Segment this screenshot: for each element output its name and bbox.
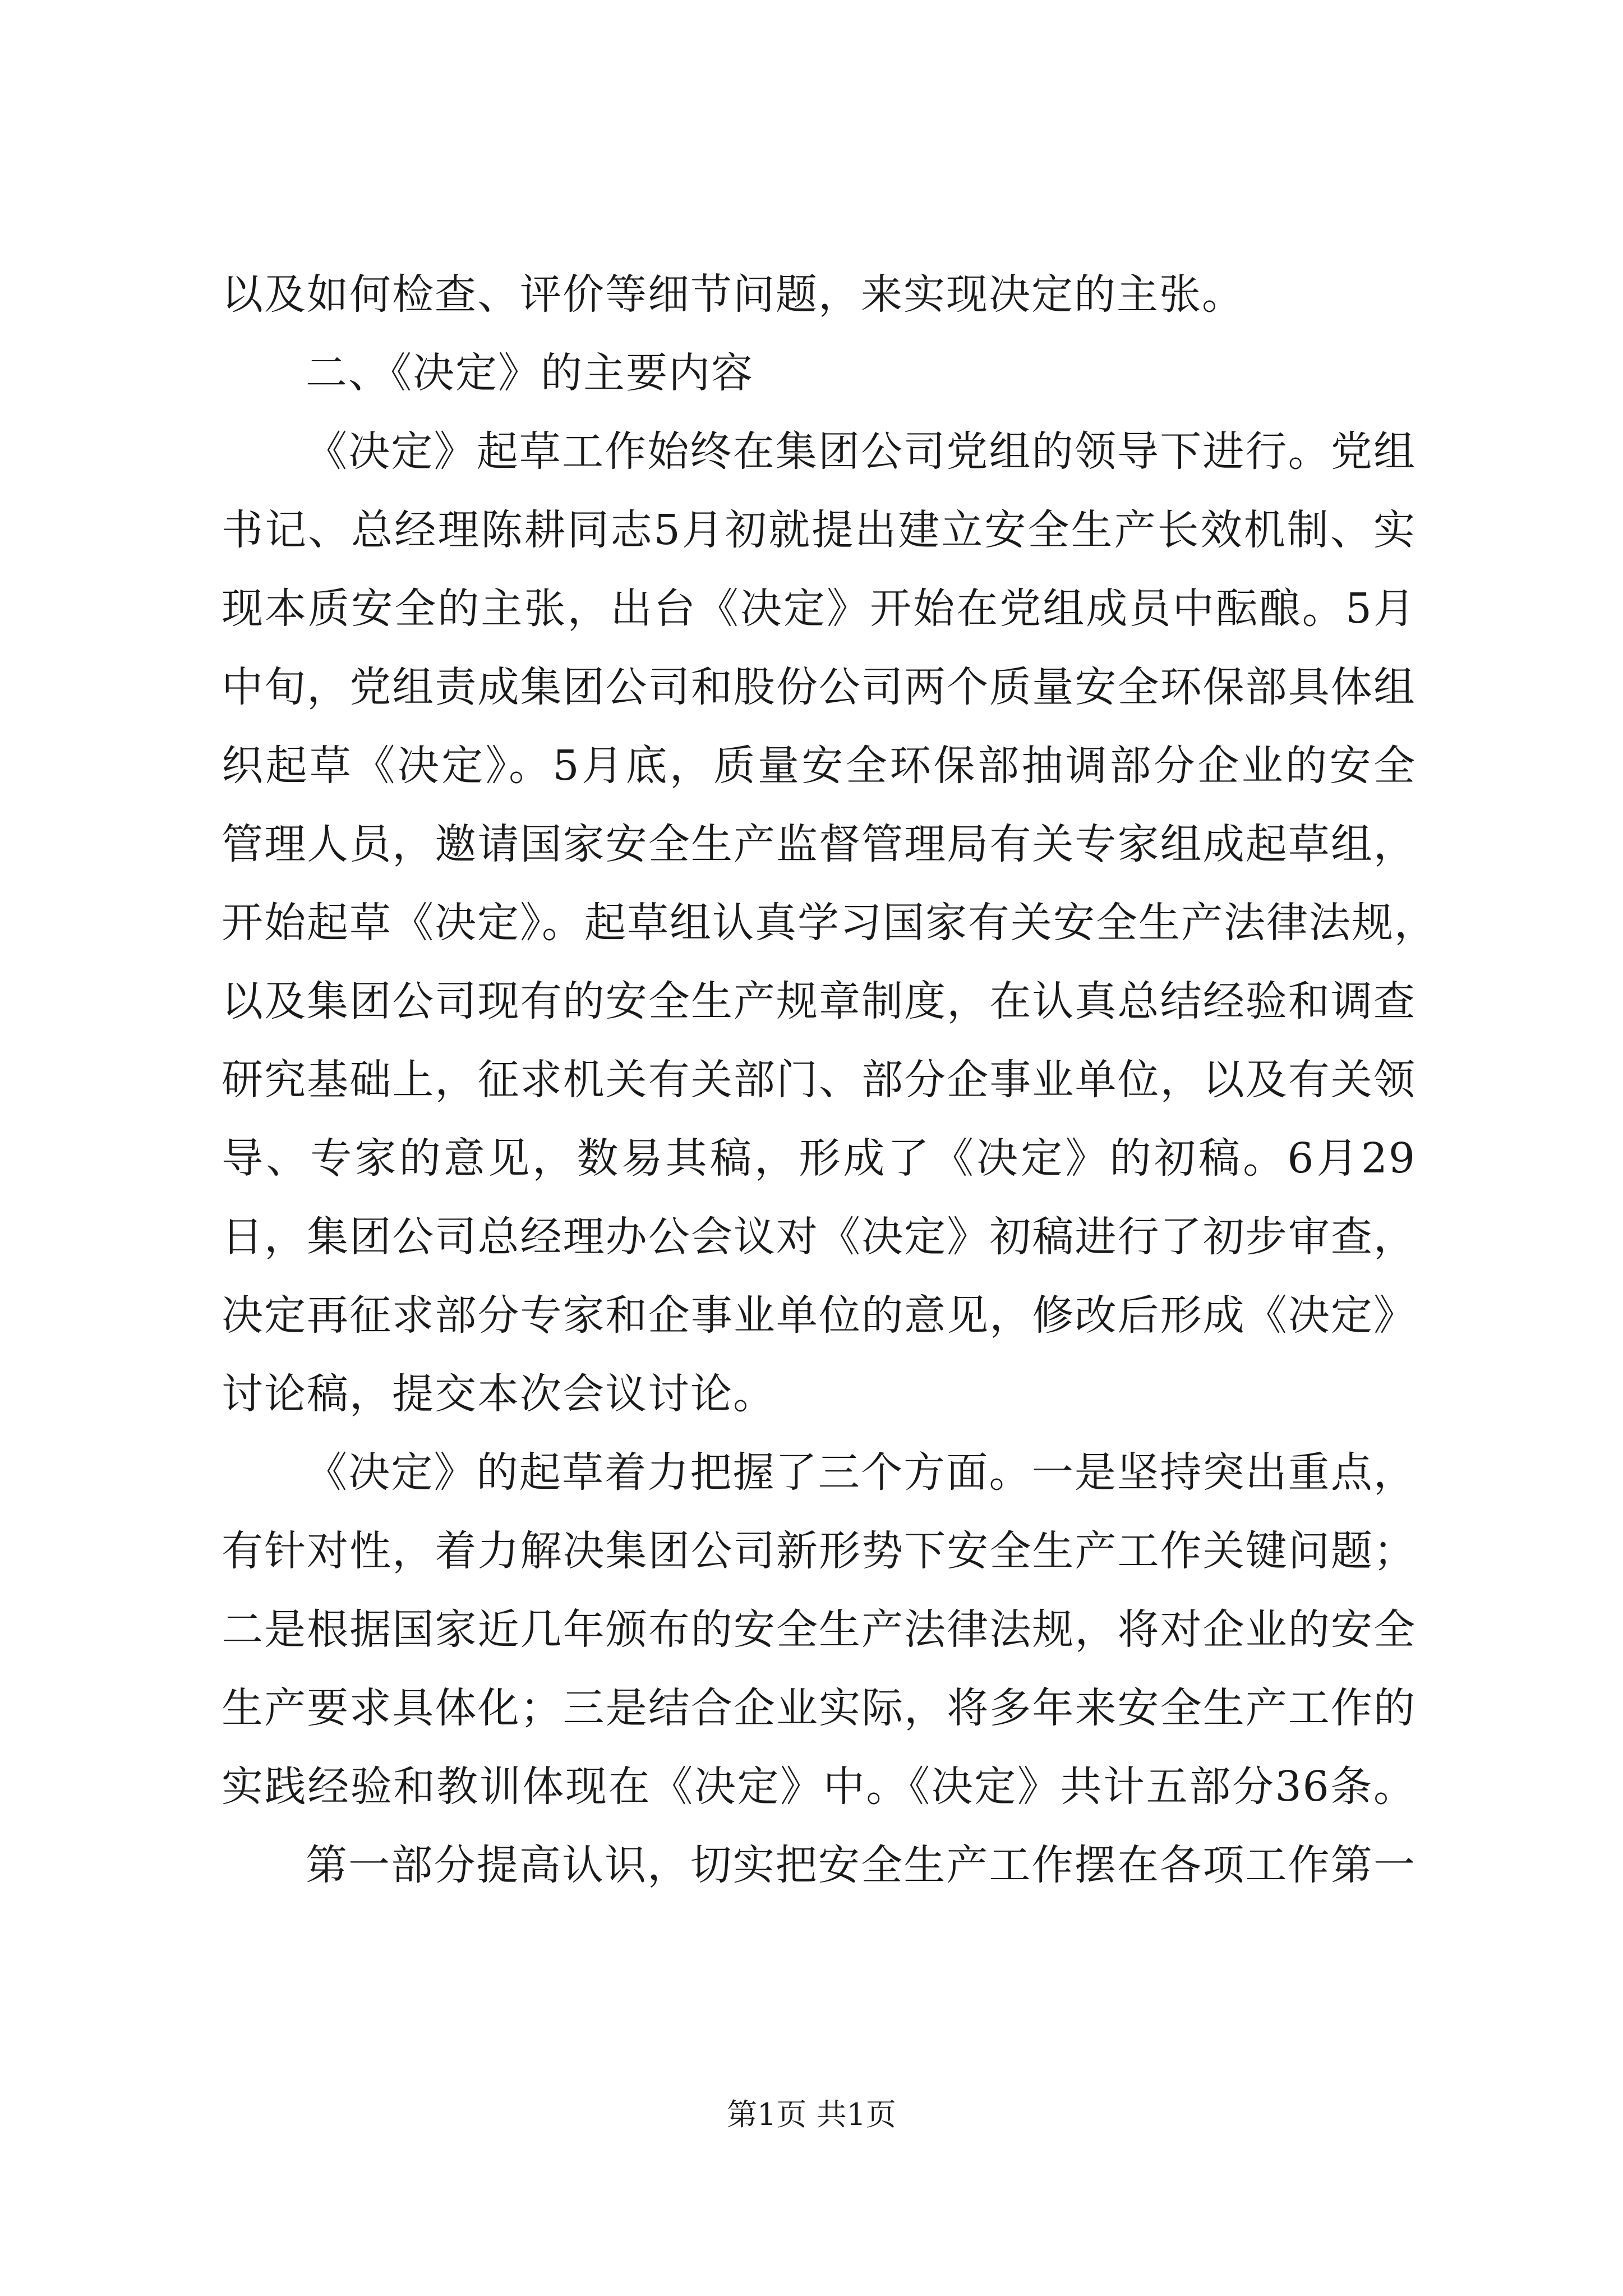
text-line: 中旬，党组责成集团公司和股份公司两个质量安全环保部具体组 <box>222 663 1416 711</box>
text-line: 现本质安全的主张，出台《决定》开始在党组成员中酝酿。5月 <box>222 585 1416 633</box>
text-line: 导、专家的意见，数易其稿，形成了《决定》的初稿。6月29 <box>222 1134 1416 1182</box>
text-line: 管理人员，邀请国家安全生产监督管理局有关专家组成起草组， <box>222 820 1416 868</box>
text-line: 日，集团公司总经理办公会议对《决定》初稿进行了初步审查， <box>222 1213 1416 1261</box>
text-line: 有针对性，着力解决集团公司新形势下安全生产工作关键问题； <box>222 1527 1416 1575</box>
text-line: 二是根据国家近几年颁布的安全生产法律法规，将对企业的安全 <box>222 1605 1416 1654</box>
page-footer: 第1页 共1页 <box>727 2097 896 2132</box>
text-line: 织起草《决定》。5月底，质量安全环保部抽调部分企业的安全 <box>222 742 1416 790</box>
text-line: 讨论稿，提交本次会议讨论。 <box>222 1370 776 1418</box>
text-line: 研究基础上，征求机关有关部门、部分企事业单位，以及有关领 <box>222 1056 1416 1104</box>
text-line: 第一部分提高认识，切实把安全生产工作摆在各项工作第一 <box>306 1841 1416 1889</box>
text-line: 生产要求具体化；三是结合企业实际，将多年来安全生产工作的 <box>222 1684 1416 1732</box>
text-line: 以及如何检查、评价等细节问题，来实现决定的主张。 <box>222 270 1244 319</box>
text-line: 《决定》起草工作始终在集团公司党组的领导下进行。党组 <box>306 427 1416 476</box>
text-line: 书记、总经理陈耕同志5月初就提出建立安全生产长效机制、实 <box>222 506 1416 554</box>
text-line: 以及集团公司现有的安全生产规章制度，在认真总结经验和调查 <box>222 977 1416 1025</box>
text-line: 开始起草《决定》。起草组认真学习国家有关安全生产法律法规， <box>222 899 1437 947</box>
text-line: 《决定》的起草着力把握了三个方面。一是坚持突出重点， <box>306 1448 1416 1497</box>
section-heading: 二、《决定》的主要内容 <box>306 349 754 397</box>
text-line: 决定再征求部分专家和企事业单位的意见，修改后形成《决定》 <box>222 1291 1416 1340</box>
text-line: 实践经验和教训体现在《决定》中。《决定》共计五部分36条。 <box>222 1763 1416 1811</box>
